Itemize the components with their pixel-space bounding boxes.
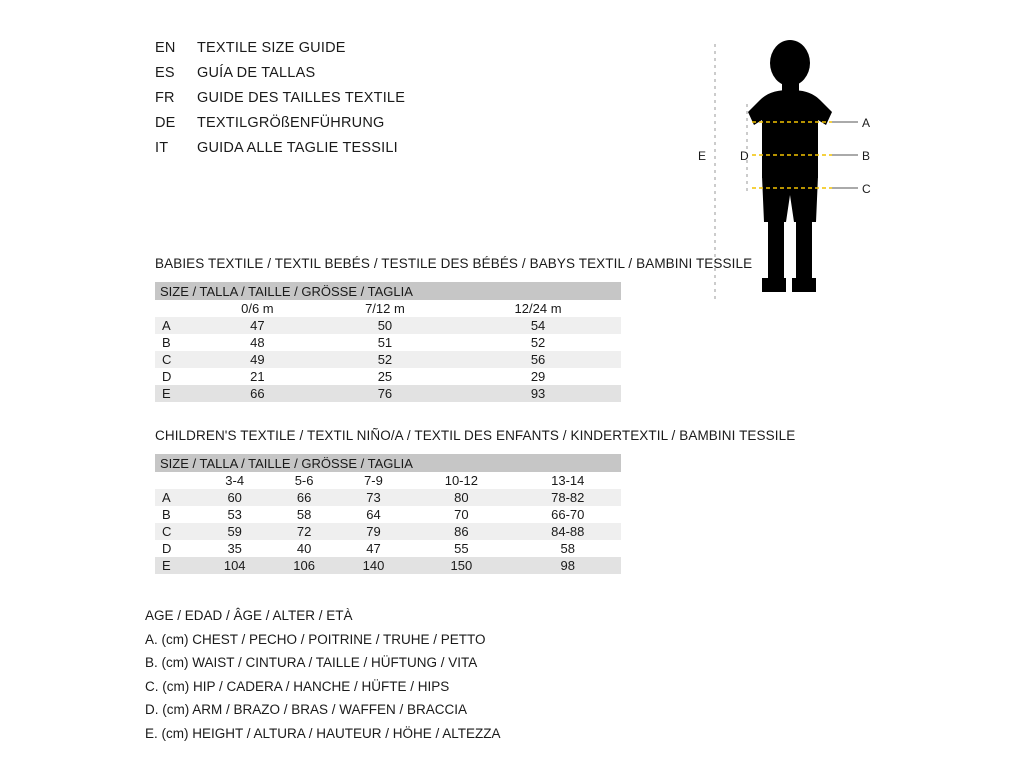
table-cell: 56: [455, 351, 621, 368]
table-column-header-row: [155, 472, 621, 489]
children-section-heading: CHILDREN'S TEXTILE / TEXTIL NIÑO/A / TEXTIL DES ENFANTS / KINDERTEXTIL / BAMBINI TESSILE: [155, 428, 796, 443]
legend-item: AGE / EDAD / ÂGE / ALTER / ETÀ: [145, 608, 353, 623]
table-cell: 52: [315, 351, 455, 368]
table-cell: 47: [339, 540, 408, 557]
table-cell: 79: [339, 523, 408, 540]
table-cell: 50: [315, 317, 455, 334]
body-measurement-figure: [690, 30, 920, 320]
table-cell: 49: [200, 351, 315, 368]
table-cell: 40: [269, 540, 338, 557]
table-cell: 29: [455, 368, 621, 385]
legend-item: B. (cm) WAIST / CINTURA / TAILLE / HÜFTUNG / VITA: [145, 655, 478, 670]
table-cell: 70: [408, 506, 514, 523]
table-row: [155, 506, 621, 523]
babies-size-table: [155, 282, 621, 402]
table-row: [155, 334, 621, 351]
title-text: GUIDA ALLE TAGLIE TESSILI: [197, 140, 398, 156]
column-header: 5-6: [269, 472, 338, 489]
title-lang-code: FR: [155, 90, 175, 106]
table-cell: 98: [515, 557, 621, 574]
row-label: A: [155, 317, 200, 334]
table-cell: 55: [408, 540, 514, 557]
table-cell: 53: [200, 506, 269, 523]
column-header: 13-14: [515, 472, 621, 489]
table-cell: 72: [269, 523, 338, 540]
legend-item: A. (cm) CHEST / PECHO / POITRINE / TRUHE / PETTO: [145, 631, 486, 647]
table-header-label: SIZE / TALLA / TAILLE / GRÖSSE / TAGLIA: [155, 454, 621, 472]
table-cell: 104: [200, 557, 269, 574]
title-lang-code: DE: [155, 115, 176, 131]
table-cell: 25: [315, 368, 455, 385]
silhouette-svg: [690, 30, 920, 320]
table-cell: 78-82: [515, 489, 621, 506]
row-label: C: [155, 351, 200, 368]
table-cell: 52: [455, 334, 621, 351]
column-header: 7-9: [339, 472, 408, 489]
title-lang-code: ES: [155, 65, 175, 81]
row-label: E: [155, 385, 200, 402]
table-header-label: SIZE / TALLA / TAILLE / GRÖSSE / TAGLIA: [155, 282, 621, 300]
table-cell: 48: [200, 334, 315, 351]
table-row: [155, 317, 621, 334]
table-cell: 54: [455, 317, 621, 334]
table-row: [155, 489, 621, 506]
table-cell: 58: [515, 540, 621, 557]
title-text: GUÍA DE TALLAS: [197, 65, 316, 81]
column-header: 0/6 m: [200, 300, 315, 317]
table-cell: 64: [339, 506, 408, 523]
legend-item: D. (cm) ARM / BRAZO / BRAS / WAFFEN / BRACCIA: [145, 702, 468, 717]
legend-item: C. (cm) HIP / CADERA / HANCHE / HÜFTE / HIPS: [145, 678, 450, 694]
row-label: B: [155, 506, 200, 523]
marker-label-b: B: [862, 149, 871, 163]
table-row: [155, 523, 621, 540]
title-block: [155, 40, 635, 165]
table-row: [155, 385, 621, 402]
title-row: [155, 140, 635, 165]
row-label: E: [155, 557, 200, 574]
table-cell: 86: [408, 523, 514, 540]
table-cell: 47: [200, 317, 315, 334]
row-label: C: [155, 523, 200, 540]
table-cell: 140: [339, 557, 408, 574]
table-header-row: [155, 454, 621, 472]
table-cell: 66: [200, 385, 315, 402]
table-cell: 59: [200, 523, 269, 540]
children-size-table: [155, 454, 621, 574]
legend-item: E. (cm) HEIGHT / ALTURA / HAUTEUR / HÖHE / ALTEZZA: [145, 725, 501, 741]
table-cell: 80: [408, 489, 514, 506]
title-row: [155, 40, 635, 65]
column-header: 7/12 m: [315, 300, 455, 317]
title-lang-code: EN: [155, 40, 176, 56]
table-cell: 66: [269, 489, 338, 506]
table-cell: 84-88: [515, 523, 621, 540]
marker-label-e: E: [698, 149, 707, 163]
table-cell: 106: [269, 557, 338, 574]
corner-cell: [155, 300, 200, 317]
babies-section-heading: BABIES TEXTILE / TEXTIL BEBÉS / TESTILE DES BÉBÉS / BABYS TEXTIL / BAMBINI TESSILE: [155, 256, 753, 271]
table-header-row: [155, 282, 621, 300]
table-row: [155, 368, 621, 385]
row-label: D: [155, 368, 200, 385]
column-header: 3-4: [200, 472, 269, 489]
table-column-header-row: [155, 300, 621, 317]
table-cell: 76: [315, 385, 455, 402]
table-cell: 58: [269, 506, 338, 523]
table-cell: 93: [455, 385, 621, 402]
title-row: [155, 115, 635, 140]
measurement-legend: [145, 604, 501, 745]
title-text: GUIDE DES TAILLES TEXTILE: [197, 90, 406, 106]
table-cell: 73: [339, 489, 408, 506]
row-label: A: [155, 489, 200, 506]
marker-label-c: C: [862, 182, 871, 196]
marker-label-a: A: [862, 116, 871, 130]
table-row: [155, 540, 621, 557]
corner-cell: [155, 472, 200, 489]
table-cell: 51: [315, 334, 455, 351]
column-header: 10-12: [408, 472, 514, 489]
table-cell: 150: [408, 557, 514, 574]
title-lang-code: IT: [155, 140, 169, 156]
row-label: B: [155, 334, 200, 351]
table-cell: 66-70: [515, 506, 621, 523]
table-cell: 60: [200, 489, 269, 506]
title-text: TEXTILE SIZE GUIDE: [197, 40, 346, 56]
table-cell: 35: [200, 540, 269, 557]
marker-label-d: D: [740, 149, 749, 163]
table-cell: 21: [200, 368, 315, 385]
table-row: [155, 557, 621, 574]
silhouette-shape: [748, 40, 832, 292]
title-text: TEXTILGRÖßENFÜHRUNG: [197, 115, 385, 131]
row-label: D: [155, 540, 200, 557]
table-row: [155, 351, 621, 368]
title-row: [155, 65, 635, 90]
title-row: [155, 90, 635, 115]
column-header: 12/24 m: [455, 300, 621, 317]
